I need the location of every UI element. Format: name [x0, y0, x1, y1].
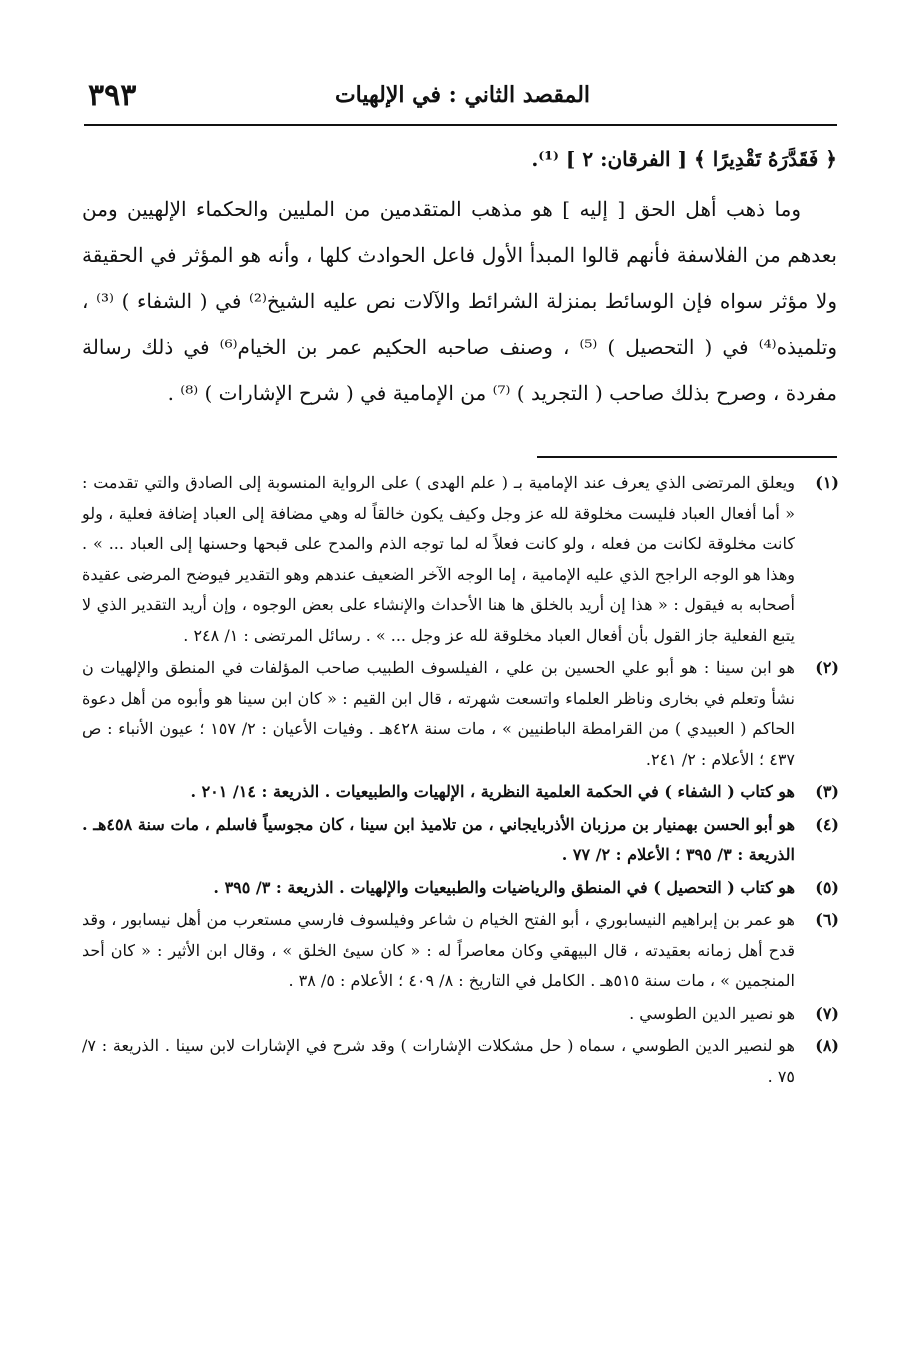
footnote-7: [82, 999, 839, 1030]
footnote-6: [82, 905, 839, 997]
footnote-5: [82, 873, 839, 904]
page-header: [88, 78, 837, 122]
footnote-1: [82, 468, 839, 651]
footnote-number: (٤): [815, 814, 839, 834]
footnote-text: هو لنصير الدين الطوسي ، سماه ( حل مشكلات الإشارات ) وقد شرح في الإشارات لابن سينا . الذريعة : ٧/ ٧٥ .: [82, 1036, 795, 1086]
footnotes: [82, 468, 839, 1094]
footnote-number: (٥): [815, 877, 839, 897]
footnote-number: (٧): [815, 1003, 839, 1023]
footnote-separator: [537, 456, 837, 458]
footnote-2: [82, 653, 839, 775]
quran-verse-line: [82, 136, 837, 182]
footnote-number: (١): [815, 473, 839, 492]
footnote-number: (٣): [815, 782, 839, 801]
main-paragraph: وما ذهب أهل الحق [ إليه ] هو مذهب المتقدمين من المليين والحكماء الإلهيين ومن بعدهم من الفلاسفة فأنهم قالوا المبدأ الأول فاعل الحوادث كلها ، وأنه هو المؤثر في الحقيقة ولا مؤثر سواه فإن الوسائط بمنزلة الشرائط والآلات نص عليه الشيخ⁽²⁾ في ( الشفاء ) ⁽³⁾ ، وتلميذه⁽⁴⁾ في ( التحصيل ) ⁽⁵⁾ ، وصنف صاحبه الحكيم عمر بن الخيام⁽⁶⁾ في ذلك رسالة مفردة ، وصرح بذلك صاحب ( التجريد ) ⁽⁷⁾ من الإمامية في ( شرح الإشارات ) ⁽⁸⁾ .: [82, 197, 837, 405]
quran-verse: ﴿ فَقَدَّرَهُ تَقْدِيرًا ﴾: [694, 147, 837, 171]
footnote-text: هو ابن سينا : هو أبو علي الحسين بن علي ، الفيلسوف الطبيب صاحب المؤلفات في المنطق والإلهيات ن نشأ وتعلم في بخارى وناظر العلماء واتسعت شهرته ، قال ابن القيم : « كان ابن سينا هو وأبوه من أهل دعوة الحاكم ( العبيدي ) من القرامطة الباطنيين » ، مات سنة ٤٢٨هـ . وفيات الأعيان : ٢/ ١٥٧ ؛ عيون الأنباء : ص ٤٣٧ ؛ الأعلام : ٢/ ٢٤١.: [82, 658, 795, 769]
footnote-text: هو كتاب ( الشفاء ) في الحكمة العلمية النظرية ، الإلهيات والطبيعيات . الذريعة : ١٤/ ٢٠١ .: [190, 782, 795, 801]
page-number: ٣٩٣: [88, 78, 137, 113]
footnote-number: (٨): [815, 1036, 839, 1055]
footnote-3: [82, 777, 839, 808]
header-rule: [84, 124, 837, 126]
footnote-number: (٦): [815, 910, 839, 929]
footnote-number: (٢): [815, 658, 839, 677]
running-title: المقصد الثاني : في الإلهيات: [334, 82, 591, 108]
verse-reference: [ الفرقان: ٢ ] ⁽¹⁾.: [531, 147, 688, 171]
footnote-8: [82, 1031, 839, 1092]
footnote-text: هو عمر بن إبراهيم النيسابوري ، أبو الفتح الخيام ن شاعر وفيلسوف فارسي مستعرب من أهل نيسابور ، وقد قدح أهل زمانه بعقيدته ، قال البيهقي وكان معاصراً له : « كان سيئ الخلق » ، وقال ابن الأثير : « كان أحد المنجمين » ، مات سنة ٥١٥هـ . الكامل في التاريخ : ٨/ ٤٠٩ ؛ الأعلام : ٥/ ٣٨ .: [82, 910, 796, 990]
main-text: [82, 136, 837, 416]
footnote-text: هو أبو الحسن بهمنيار بن مرزبان الأذربايجاني ، من تلاميذ ابن سينا ، كان مجوسياً فاسلم ، مات سنة ٤٥٨هـ . الذريعة : ٣/ ٣٩٥ ؛ الأعلام : ٢/ ٧٧ .: [82, 814, 796, 864]
footnote-4: [82, 810, 839, 871]
footnote-text: هو كتاب ( التحصيل ) في المنطق والرياضيات والطبيعيات والإلهيات . الذريعة : ٣/ ٣٩٥ .: [213, 877, 795, 897]
footnote-text: ويعلق المرتضى الذي يعرف عند الإمامية بـ ( علم الهدى ) على الرواية المنسوبة إلى الصادق والتي تقدمت : « أما أفعال العباد فليست مخلوقة لله عز وجل وكيف يكون خالقاً له وهي مضافة إلى العباد إضافة فعلية ، ولو كانت مخلوقة لكانت من فعله ، ولو كانت فعلاً له لما توجه الذم والمدح على قبحها وحسنها إلى العباد ... » . وهذا هو الوجه الراجح الذي عليه الإمامية ، إما الوجه الآخر الضعيف عندهم وهو التقدير فيوضح المرضى عقيدة أصحابه به فيقول : « هذا إن أريد بالخلق ها هنا الأحداث والإنشاء على بعض الوجوه ، وإن أريد التقدير الذي لا يتبع الفعلية جاز القول بأن أفعال العباد مخلوقة لله عز وجل ... » . رسائل المرتضى : ١/ ٢٤٨ .: [82, 473, 796, 645]
footnote-text: هو نصير الدين الطوسي .: [629, 1003, 795, 1023]
